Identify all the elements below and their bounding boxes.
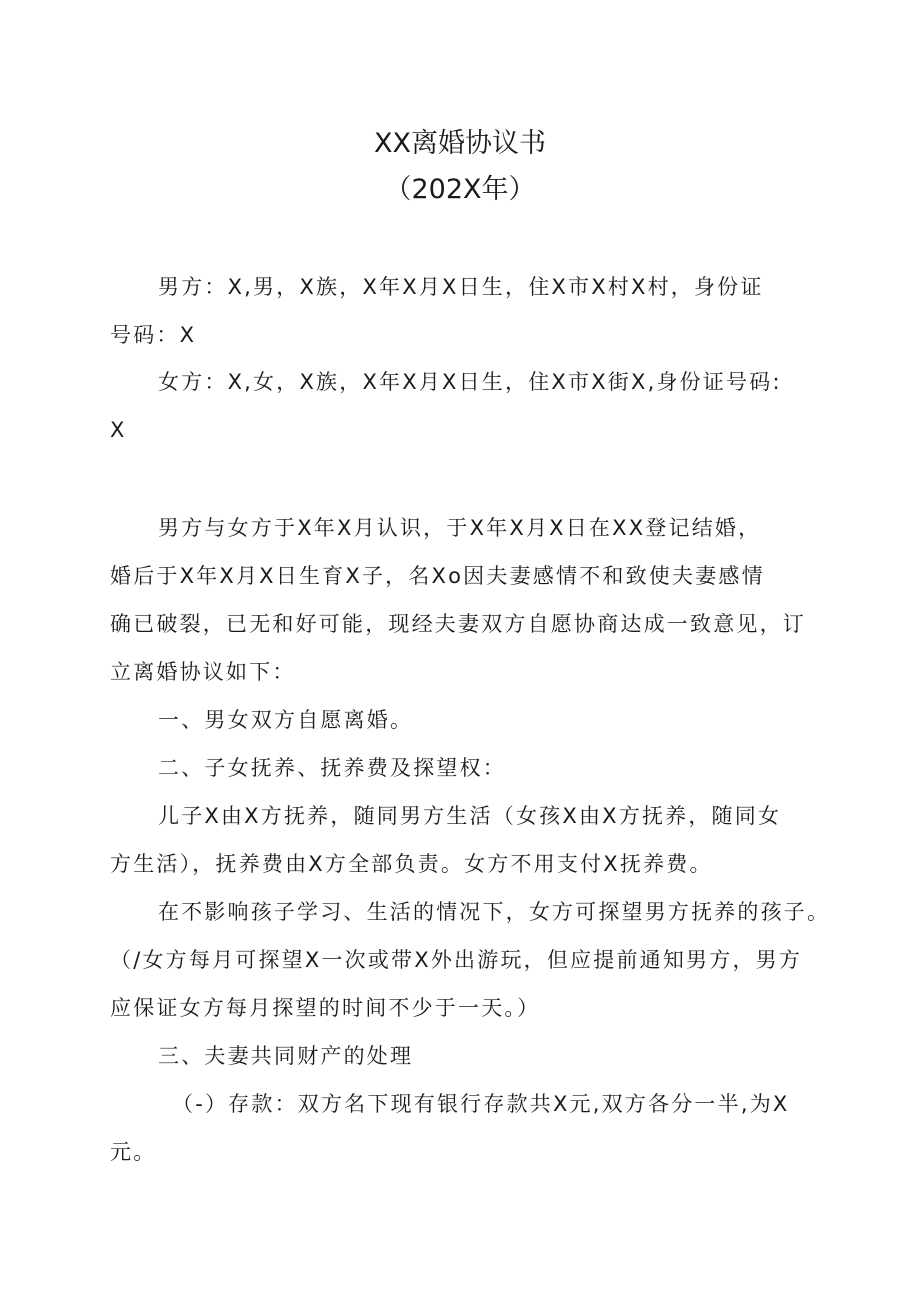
- paragraph-line-female-party: 女方：X,女，X族，X年X月X日生，住X市X街X,身份证号码:: [158, 370, 782, 394]
- document-subtitle: （202X年）: [384, 174, 536, 205]
- paragraph-line-visit-3: 应保证女方每月探望的时间不少于一天。）: [110, 996, 541, 1020]
- clause-2-heading: 二、子女抚养、抚养费及探望权：: [158, 756, 506, 780]
- clause-1: 一、男女双方自愿离婚。: [158, 708, 414, 732]
- paragraph-line-intro-1: 男方与女方于X年X月认识，于X年X月X日在XX登记结婚，: [158, 516, 762, 540]
- paragraph-line-custody-1: 儿子X由X方抚养，随同男方生活（女孩X由X方抚养，随同女: [158, 804, 782, 828]
- paragraph-line-intro-2: 婚后于X年X月X日生育X子，名Xo因夫妻感情不和致使夫妻感情: [110, 564, 765, 588]
- paragraph-line-custody-2: 方生活），抚养费由X方全部负责。女方不用支付X抚养费。: [110, 852, 713, 876]
- paragraph-line-intro-3: 确已破裂，已无和好可能，现经夫妻双方自愿协商达成一致意见，订: [110, 612, 806, 636]
- paragraph-line-visit-2: （/女方每月可探望X一次或带X外出游玩，但应提前通知男方，男方: [110, 948, 803, 972]
- paragraph-line-visit-1: 在不影响孩子学习、生活的情况下，女方可探望男方抚养的孩子。: [158, 900, 831, 924]
- paragraph-line-deposit-1: （-）存款：双方名下现有银行存款共X元,双方各分一半,为X: [172, 1092, 790, 1116]
- paragraph-line-female-id: X: [110, 418, 127, 442]
- paragraph-line-intro-4: 立离婚协议如下：: [110, 660, 296, 684]
- paragraph-line-male-party: 男方：X,男，X族，X年X月X日生，住X市X村X村，身份证: [158, 275, 764, 299]
- clause-3-heading: 三、夫妻共同财产的处理: [158, 1044, 414, 1068]
- paragraph-line-male-id: 号码：X: [110, 323, 197, 347]
- paragraph-line-deposit-2: 元。: [110, 1140, 157, 1164]
- document-title: XX离婚协议书: [374, 128, 546, 159]
